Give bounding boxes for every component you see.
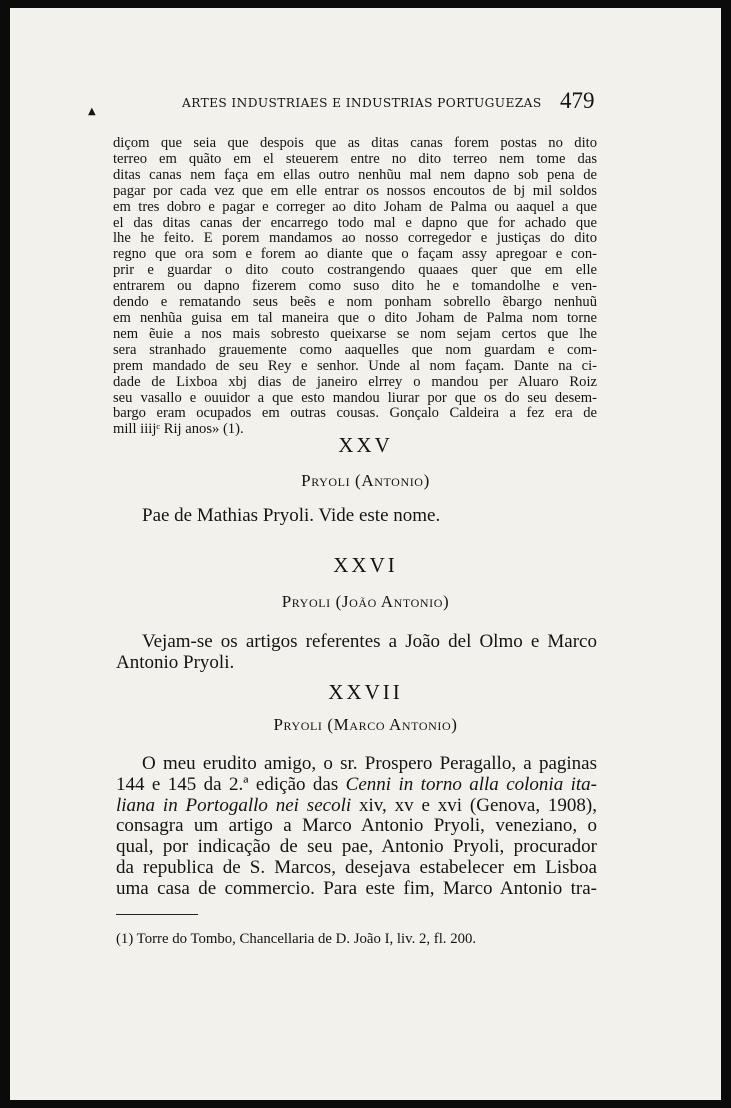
running-head — [10, 88, 721, 118]
quote-line: el das ditas canas der encarrego todo mal e dapno que for achado que — [113, 214, 597, 231]
quote-line: diçom que seia que despois que as ditas canas forem postas no dito — [113, 135, 597, 151]
quote-line: lhe he feito. E porem mandamos ao nosso corregedor e justiças do dito — [113, 230, 597, 247]
body-text-span: 144 e 145 da 2.ª edição das — [116, 773, 339, 795]
entry-numeral: XXVII — [328, 680, 403, 704]
body-line: consagra um artigo a Marco Antonio Pryoli, veneziano, o — [116, 815, 597, 837]
edge-mark-icon: ▲ — [88, 106, 96, 117]
quote-line: regno que ora som e forem ao diante que o façam assy apregoar e con- — [113, 246, 597, 263]
quote-line: terreo em quãto em el steuerem entre no dito terreo nem tome das — [113, 150, 597, 167]
entry-body — [116, 632, 597, 674]
quote-line: seu vasallo e ouuidor a que esto mandou liurar por que os do seu desem- — [113, 389, 597, 406]
body-line: Vejam-se os artigos referentes a João del Olmo e Marco — [142, 631, 597, 652]
entry-numeral: XXV — [338, 433, 393, 457]
page-number: 479 — [560, 88, 595, 113]
entry-heading: Pryoli (Antonio) — [301, 471, 430, 490]
italic-title: Cenni in torno alla colonia ita- — [345, 773, 598, 795]
running-title: ARTES INDUSTRIAES E INDUSTRIAS PORTUGUEZAS — [182, 96, 542, 110]
entry-heading: Pryoli (João Antonio) — [281, 592, 450, 611]
quote-line: dade de Lixboa xbj dias de janeiro elrrey o mandou per Aluaro Roiz — [113, 373, 597, 390]
entry-heading: Pryoli (Marco Antonio) — [273, 715, 458, 734]
quote-line: sera stranhado grauemente como aaquelles que nom guardam e com- — [113, 341, 597, 358]
quoted-document — [113, 136, 597, 438]
footnote: (1) Torre do Tombo, Chancellaria de D. João I, liv. 2, fl. 200. — [116, 931, 477, 947]
body-line: uma casa de commercio. Para este fim, Marco Antonio tra- — [116, 877, 597, 899]
book-page — [10, 8, 721, 1100]
body-line: qual, por indicação de seu pae, Antonio Pryoli, procurador — [116, 836, 597, 858]
body-line: O meu erudito amigo, o sr. Prospero Peragallo, a paginas — [142, 753, 597, 774]
quote-line: em tres dobro e pagar e correger ao dito Joham de Palma ou aaquel a que — [113, 198, 597, 215]
italic-title: liana in Portogallo nei secoli — [116, 794, 352, 816]
quote-line: ditas canas nem faça em ellas outro nenhũu mal nem dapno sob pena de — [113, 166, 597, 183]
body-line: da republica de S. Marcos, desejava estabelecer em Lisboa — [116, 856, 597, 878]
entry-body — [116, 754, 597, 900]
quote-line: bargo eram ocupados em outras cousas. Gonçalo Caldeira a fez era de — [113, 405, 597, 422]
body-line — [116, 796, 597, 817]
body-text-span: xiv, xv e xvi (Genova, 1908), — [358, 794, 598, 816]
quote-line: em nenhũa guisa em tal maneira que o dito Joham de Palma nom torne — [113, 309, 597, 326]
quote-line: mill iiijᶜ Rij anos» (1). — [113, 421, 244, 438]
body-line: Pae de Mathias Pryoli. Vide este nome. — [142, 505, 441, 526]
quote-line: nem ẽuie a nos mais sobresto queixarse se nom sejam certos que lhe — [113, 325, 597, 342]
quote-line: entrarem ou dapno fizerem como suso dito he e tomandolhe e ven- — [113, 278, 597, 295]
body-line: Antonio Pryoli. — [116, 651, 235, 673]
quote-line: pagar por cada vez que em elle entrar os nossos encoutos de bj mil soldos — [113, 182, 597, 199]
body-line — [116, 775, 597, 796]
quote-line: prir e guardar o dito couto costrangendo quaaes quer que em elle — [113, 262, 597, 279]
quote-line: dendo e rematando seus beẽs e nom ponham sobrello ẽbargo nenhuũ — [113, 294, 597, 311]
footnote-rule — [116, 914, 198, 915]
quote-line: prem mandado de seu Rey e senhor. Unde al nom façam. Dante na ci- — [113, 357, 597, 374]
entry-numeral: XXVI — [333, 553, 398, 577]
entry-body — [116, 506, 597, 527]
